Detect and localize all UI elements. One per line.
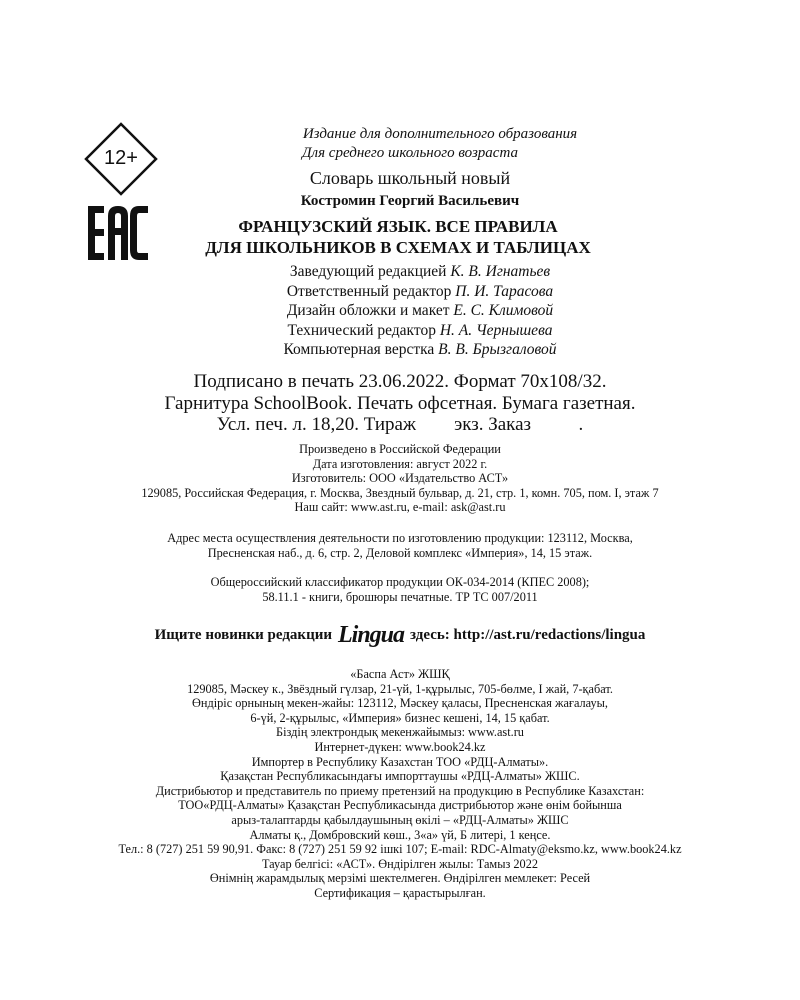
credit-role: Дизайн обложки и макет <box>286 302 454 319</box>
info-line: Қазақстан Республикасындағы импорттаушы «РДЦ-Алматы» ЖШС. <box>220 769 580 784</box>
print-line: Подписано в печать 23.06.2022. Формат 70х108/32. <box>193 371 607 392</box>
info-line: Дата изготовления: август 2022 г. <box>312 456 488 471</box>
book-title-line: ФРАНЦУЗСКИЙ ЯЗЫК. ВСЕ ПРАВИЛА <box>238 217 558 236</box>
info-line: Тел.: 8 (727) 251 59 90,91. Факс: 8 (727) 251 59 92 ішкі 107; E-mail: RDC-Almaty@eksmo.kz, www.book24.kz <box>118 842 682 857</box>
staff-credits <box>170 262 670 360</box>
promo-text: Ищите новинки редакции <box>154 626 332 643</box>
age-group: Для среднего школьного возраста <box>302 145 518 161</box>
print-line: Усл. печ. л. 18,20. Тираж экз. Заказ . <box>216 414 584 435</box>
eac-logo-icon <box>86 204 150 262</box>
age-rating-badge <box>84 122 158 196</box>
credit-row <box>170 282 670 302</box>
author-name: Костромин Георгий Васильевич <box>300 193 520 209</box>
info-line: Дистрибьютор и представитель по приему претензий на продукцию в Республике Казахстан: <box>155 783 645 798</box>
info-line: Өндіріс орнының мекен-жайы: 123112, Мәскеу қаласы, Пресненская жағалауы, <box>192 696 608 711</box>
credit-name: В. В. Брызгаловой <box>438 341 557 358</box>
info-line: Общероссийский классификатор продукции ОК-034-2014 (КПЕС 2008); <box>210 575 590 589</box>
info-line: Өнімнің жарамдылық мерзімі шектелмеген. Өндірілген мемлекет: Ресей <box>209 871 591 886</box>
info-line: Наш сайт: www.ast.ru, e-mail: ask@ast.ru <box>294 500 506 515</box>
info-line: арыз-талаптарды қабылдаушының өкілі – «РДЦ-Алматы» ЖШС <box>231 812 569 827</box>
info-line: Пресненская наб., д. 6, стр. 2, Деловой комплекс «Империя», 14, 15 этаж. <box>207 545 593 560</box>
info-line: ТОО«РДЦ-Алматы» Қазақстан Республикасында дистрибьютор және өнім бойынша <box>178 798 622 813</box>
manufacturer-info <box>70 442 730 515</box>
info-line: Сертификация – қарастырылған. <box>314 885 486 900</box>
credit-row <box>170 301 670 321</box>
kazakhstan-info <box>40 667 760 901</box>
lingua-promo <box>0 620 800 650</box>
age-rating-text: 12+ <box>104 147 138 169</box>
credit-row <box>170 340 670 360</box>
credit-row <box>170 262 670 282</box>
lingua-logo: Lingua <box>338 621 405 648</box>
edition-type: Издание для дополнительного образования <box>302 126 578 142</box>
production-address <box>70 531 730 560</box>
info-line: 6-үй, 2-құрылыс, «Империя» бизнес кешені, 14, 15 қабат. <box>250 710 550 725</box>
credit-role: Технический редактор <box>287 321 440 339</box>
info-line: Алматы қ., Домбровский көш., 3«а» үй, Б литері, 1 кеңсе. <box>249 827 551 842</box>
info-line: «Баспа Аст» ЖШҚ <box>350 667 450 681</box>
info-line: Интернет-дүкен: www.book24.kz <box>314 739 486 754</box>
credit-role: Заведующий редакцией <box>289 263 451 280</box>
info-line: 129085, Российская Федерация, г. Москва, Звездный бульвар, д. 21, стр. 1, комн. 705, пом. I, этаж 7 <box>141 485 659 500</box>
info-line: 58.11.1 - книги, брошюры печатные. ТР ТС 007/2011 <box>262 589 538 604</box>
info-line: Адрес места осуществления деятельности по изготовлению продукции: 123112, Москва, <box>167 531 633 545</box>
book-title <box>158 216 638 258</box>
info-line: Тауар белгісі: «АСТ». Өндірілген жылы: Тамыз 2022 <box>261 856 539 871</box>
info-line: 129085, Мәскеу к., Звёздный гүлзар, 21-үй, 1-құрылыс, 705-бөлме, I жай, 7-қабат. <box>187 681 613 696</box>
credit-name: Н. А. Чернышева <box>439 321 553 339</box>
info-line: Біздің электрондық мекенжайымыз: www.ast.ru <box>276 725 524 740</box>
info-line: Изготовитель: ООО «Издательство АСТ» <box>291 471 509 486</box>
info-line: Импортер в Республику Казахстан ТОО «РДЦ-Алматы». <box>251 754 549 769</box>
info-line: Произведено в Российской Федерации <box>299 442 501 456</box>
credit-row <box>170 321 670 341</box>
credit-role: Компьютерная верстка <box>283 341 439 358</box>
print-line: Гарнитура SchoolBook. Печать офсетная. Бумага газетная. <box>164 392 636 414</box>
credit-role: Ответственный редактор <box>286 282 456 300</box>
credit-name: Е. С. Климовой <box>453 302 554 319</box>
print-details <box>110 371 690 436</box>
credit-name: П. И. Тарасова <box>455 282 554 300</box>
book-title-line: ДЛЯ ШКОЛЬНИКОВ В СХЕМАХ И ТАБЛИЦАХ <box>205 238 591 257</box>
eac-certification-mark <box>86 204 150 262</box>
product-classifier <box>70 575 730 604</box>
credit-name: К. В. Игнатьев <box>450 263 551 280</box>
promo-link[interactable]: здесь: http://ast.ru/redactions/lingua <box>410 626 646 643</box>
series-title: Словарь школьный новый <box>309 168 511 188</box>
